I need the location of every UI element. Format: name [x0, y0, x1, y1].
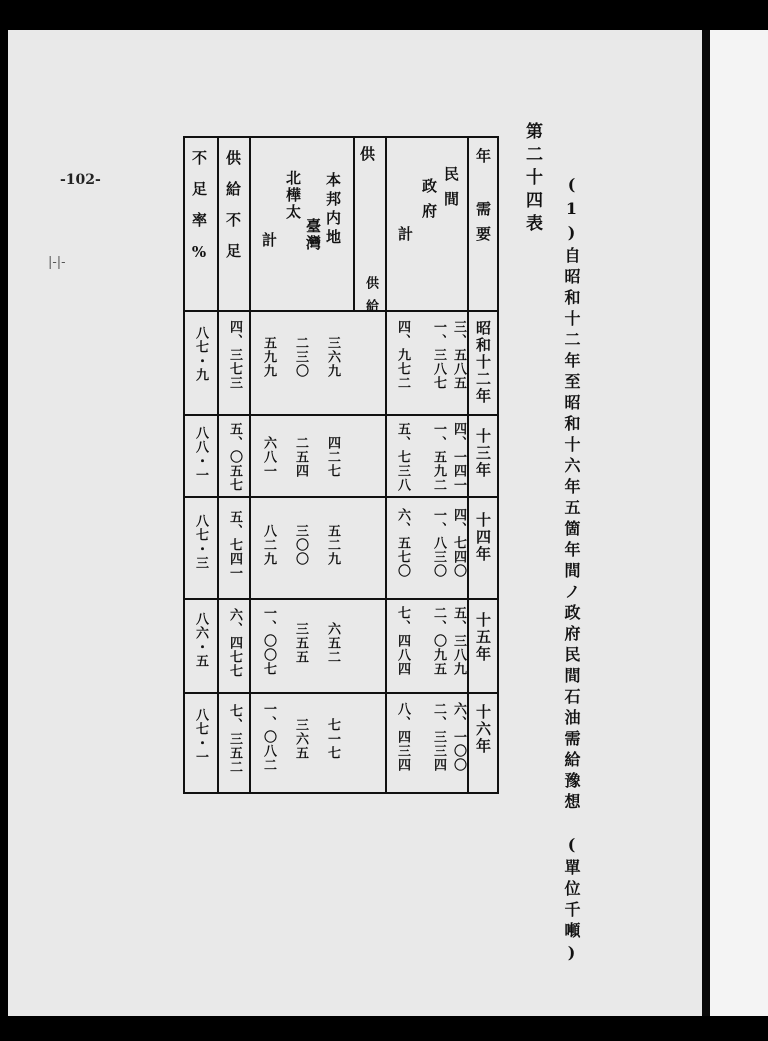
cell-gov-1937: 一、三八七: [431, 320, 446, 390]
margin-mark: |-|-: [48, 255, 66, 270]
label-government: 政府: [420, 178, 438, 228]
cell-rate-1937: 八七・九: [193, 326, 208, 382]
cell-naichi-1940: 六五二: [325, 622, 340, 664]
cell-gov-1938: 一、五九二: [431, 422, 446, 492]
label-naichi: 本邦内地: [324, 172, 342, 248]
year-1939: 十四年: [474, 512, 492, 563]
cell-gov-1941: 二、三三四: [431, 702, 446, 772]
cell-taiwan-1939: 三〇〇: [293, 524, 308, 566]
label-shortage-rate: 不足率%: [190, 150, 208, 277]
cell-demand-total-1940: 七、四八四: [395, 606, 410, 676]
cell-demand-total-1939: 六、五七〇: [395, 508, 410, 578]
cell-private-1937: 三、五八五: [451, 320, 466, 390]
cell-taiwan-1941: 三六五: [293, 718, 308, 760]
label-supply-group: 供: [358, 146, 376, 171]
cell-naichi-1937: 三六九: [325, 336, 340, 378]
cell-naichi-1938: 四二七: [325, 436, 340, 478]
label-shortage: 供給不足: [224, 150, 242, 274]
scan-border: [0, 1016, 768, 1041]
year-1941: 十六年: [474, 704, 492, 755]
cell-shortage-1940: 六、四七七: [227, 608, 242, 678]
cell-supply-total-1937: 五九九: [261, 336, 276, 378]
year-1937: 昭和十二年: [474, 320, 492, 405]
cell-shortage-1938: 五、〇五七: [227, 422, 242, 492]
page-number: -102-: [60, 172, 101, 188]
cell-taiwan-1937: 二三〇: [293, 336, 308, 378]
cell-shortage-1937: 四、三七三: [227, 320, 242, 390]
data-table: [183, 136, 499, 794]
label-karafuto: 北樺太: [284, 170, 302, 221]
year-1938: 十三年: [474, 428, 492, 479]
page-edge: [702, 30, 710, 1016]
cell-shortage-1939: 五、七四一: [227, 510, 242, 580]
cell-private-1941: 六、一〇〇: [451, 702, 466, 772]
header-corner: 年 需要: [474, 148, 492, 251]
cell-supply-total-1939: 八二九: [261, 524, 276, 566]
cell-private-1938: 四、一四一: [451, 422, 466, 492]
cell-shortage-1941: 七、三五二: [227, 704, 242, 774]
cell-private-1940: 五、三八九: [451, 606, 466, 676]
cell-gov-1940: 二、〇九五: [431, 606, 446, 676]
adjacent-page-strip: [710, 30, 768, 1016]
label-private: 民間: [442, 166, 460, 216]
cell-demand-total-1941: 八、四三四: [395, 702, 410, 772]
cell-supply-total-1938: 六八一: [261, 436, 276, 478]
label-demand-total: 計: [396, 226, 414, 251]
cell-rate-1938: 八八・一: [193, 426, 208, 482]
cell-demand-total-1938: 五、七三八: [395, 422, 410, 492]
cell-naichi-1939: 五二九: [325, 524, 340, 566]
cell-supply-total-1941: 一、〇八二: [261, 702, 276, 772]
cell-supply-total-1940: 一、〇〇七: [261, 606, 276, 676]
label-taiwan: 臺灣: [304, 218, 322, 252]
label-supply-total: 計: [260, 232, 278, 257]
table-title: 第二十四表: [522, 122, 542, 237]
cell-private-1939: 四、七四〇: [451, 508, 466, 578]
year-1940: 十五年: [474, 612, 492, 663]
cell-taiwan-1938: 二五四: [293, 436, 308, 478]
cell-rate-1939: 八七・三: [193, 514, 208, 570]
table-subtitle: (1)自昭和十二年至昭和十六年五箇年間ノ政府民間石油需給豫想 (單位千噸): [562, 175, 581, 967]
cell-demand-total-1937: 四、九七二: [395, 320, 410, 390]
cell-rate-1941: 八七・一: [193, 708, 208, 764]
cell-naichi-1941: 七一七: [325, 718, 340, 760]
label-supply: 供給: [363, 276, 378, 322]
cell-gov-1939: 一、八三〇: [431, 508, 446, 578]
cell-taiwan-1940: 三五五: [293, 622, 308, 664]
cell-rate-1940: 八六・五: [193, 612, 208, 668]
